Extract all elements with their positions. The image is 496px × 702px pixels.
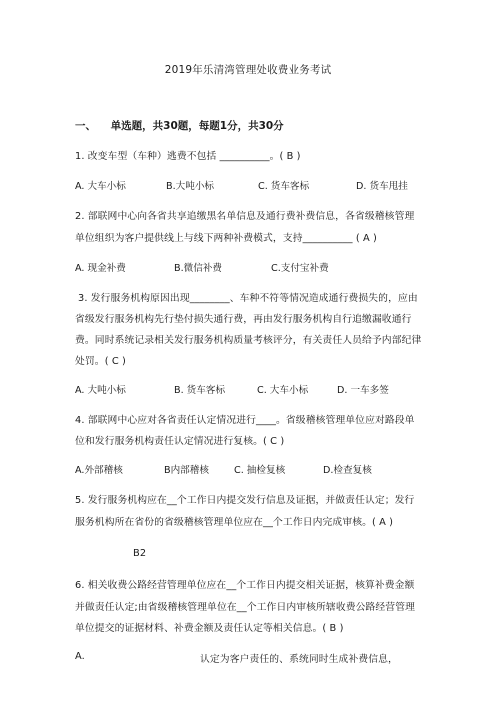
question-2-option-c: C.支付宝补费 <box>271 263 329 274</box>
question-2-option-b: B.微信补费 <box>174 263 223 274</box>
question-6-line-2: 并做责任认定;由省级稽核管理单位在__个工作日内审核所辖收费公路经营管理 <box>75 602 415 613</box>
question-4-line-1: 4. 部联网中心应对各省责任认定情况进行____。省级稽核管理单位应对路段单 <box>75 415 415 426</box>
question-1-option-a: A. 大车小标 <box>75 181 126 192</box>
question-3-line-4: 处罚。( C ) <box>75 356 126 367</box>
question-3-option-a: A. 大吨小标 <box>75 385 126 396</box>
question-3-line-1: 3. 发行服务机构原因出现________、车种不符等情况造成通行费损失的，应由 <box>78 293 418 304</box>
question-6-line-1: 6. 相关收费公路经营管理单位应在__个工作日内提交相关证据，核算补费金额 <box>75 580 415 591</box>
section-heading <box>75 118 284 133</box>
question-4-option-d: D.检查复核 <box>323 465 372 476</box>
question-1-option-b: B.大吨小标 <box>166 181 215 192</box>
question-2-options <box>75 260 425 274</box>
question-2-line-2: 单位组织为客户提供线上与线下两种补费模式，支持__________ ( A ) <box>75 233 377 244</box>
section-title: 单选题，共30题，每题1分，共30分 <box>110 120 284 132</box>
question-4-options <box>75 462 425 476</box>
question-3-line-2: 省级发行服务机构先行垫付损失通行费，再由发行服务机构自行追缴漏收通行 <box>75 314 412 325</box>
question-4-option-a: A.外部稽核 <box>75 465 123 476</box>
question-1-option-d: D. 货车甩挂 <box>356 181 408 192</box>
question-5-note: B2 <box>133 548 147 559</box>
question-5-line-2: 服务机构所在省份的省级稽核管理单位应在__个工作日内完成审核。( A ) <box>75 517 394 528</box>
question-6-line-3: 单位提交的证据材料、补费金额及责任认定等相关信息。( B ) <box>75 623 344 634</box>
question-4-option-b: B内部稽核 <box>164 465 209 476</box>
question-3-line-3: 费。同时系统记录相关发行服务机构质量考核评分，有关责任人员给予内部纪律 <box>75 335 422 346</box>
page-title: 2019年乐清湾管理处收费业务考试 <box>164 64 332 76</box>
question-3-option-b: B. 货车客标 <box>174 385 226 396</box>
question-6-option-a-label: A. <box>75 651 85 662</box>
question-3-option-d: D. 一车多签 <box>337 385 389 396</box>
question-5-line-1: 5. 发行服务机构应在__个工作日内提交发行信息及证据，并做责任认定；发行 <box>75 495 415 506</box>
question-1-option-c: C. 货车客标 <box>258 181 310 192</box>
question-6-option-a-text: 认定为客户责任的、系统同时生成补费信息， <box>200 654 398 665</box>
question-3-option-c: C. 大车小标 <box>257 385 309 396</box>
question-3-options <box>75 382 425 396</box>
section-number: 一、 <box>75 120 96 132</box>
question-1-text: 1. 改变车型（车种）逃费不包括 __________。( B ) <box>75 151 301 162</box>
question-1-options <box>75 178 425 192</box>
question-2-line-1: 2. 部联网中心向各省共享追缴黑名单信息及通行费补费信息，各省级稽核管理 <box>75 211 415 222</box>
question-2-option-a: A. 现金补费 <box>75 263 126 274</box>
question-4-line-2: 位和发行服务机构责任认定情况进行复核。( C ) <box>75 436 285 447</box>
question-4-option-c: C. 抽检复核 <box>234 465 286 476</box>
